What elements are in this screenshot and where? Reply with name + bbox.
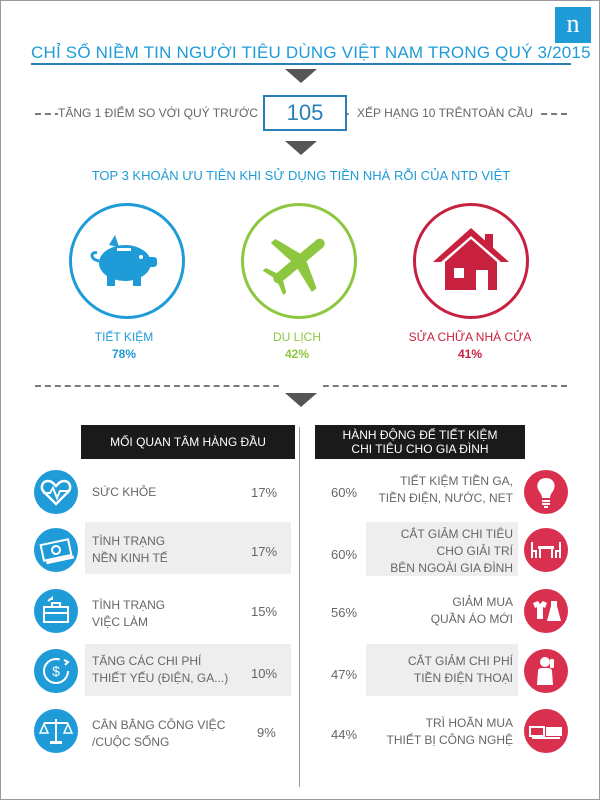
action-label xyxy=(361,594,513,628)
action-icon-utilities xyxy=(524,470,568,514)
light-bulb-icon xyxy=(524,470,568,514)
action-label xyxy=(361,653,513,687)
concern-label xyxy=(92,533,168,567)
airplane-icon xyxy=(259,221,339,301)
priority-label-travel: DU LỊCH xyxy=(272,330,321,344)
concern-label-line2: /CUỘC SỐNG xyxy=(92,735,170,749)
action-label xyxy=(361,715,513,749)
title-underline xyxy=(31,63,571,65)
concern-icon-costs xyxy=(34,649,78,693)
down-arrow-icon xyxy=(285,69,317,83)
concern-value: 15% xyxy=(251,604,278,619)
concern-value: 17% xyxy=(251,485,278,500)
action-value: 47% xyxy=(331,667,358,682)
column-divider xyxy=(299,427,300,787)
actions-heading xyxy=(315,425,525,459)
house-icon xyxy=(431,224,511,294)
concern-label-line1: CÂN BẰNG CÔNG VIỆC xyxy=(92,718,226,732)
concern-value: 17% xyxy=(251,544,278,559)
priorities-heading: TOP 3 KHOẢN ƯU TIÊN KHI SỬ DỤNG TIỀN NHÀ RỖI CỦA NTD VIỆT xyxy=(91,168,511,183)
briefcase-icon xyxy=(34,589,78,633)
down-arrow-icon xyxy=(285,141,317,155)
concerns-heading: MỐI QUAN TÂM HÀNG ĐẦU xyxy=(81,425,295,459)
phone-call-icon xyxy=(524,649,568,693)
concern-icon-jobs xyxy=(34,589,78,633)
electronics-icon xyxy=(524,709,568,753)
priority-label-home: SỬA CHỮA NHÀ CỬA xyxy=(408,330,532,344)
action-label-line2: THIẾT BỊ CÔNG NGHỆ xyxy=(386,733,513,747)
nielsen-logo: n xyxy=(555,7,591,43)
action-icon-phone xyxy=(524,649,568,693)
action-label-line1: GIẢM MUA xyxy=(452,595,513,609)
travel-circle xyxy=(241,203,357,319)
concern-label-line2: NỀN KINH TẾ xyxy=(92,551,168,565)
balance-scale-icon xyxy=(34,709,78,753)
action-value: 56% xyxy=(331,605,358,620)
concern-label-line1: TÌNH TRẠNG xyxy=(92,534,166,548)
index-change-text: TĂNG 1 ĐIỂM SO VỚI QUÝ TRƯỚC xyxy=(58,106,264,120)
action-label-line1: CẮT GIẢM CHI PHÍ xyxy=(407,654,513,668)
concern-label xyxy=(92,717,225,751)
priority-percent-travel: 42% xyxy=(284,347,310,361)
concern-label-line2: VIỆC LÀM xyxy=(92,615,149,629)
priority-percent-home: 41% xyxy=(457,347,483,361)
actions-heading-line2: CHI TIÊU CHO GIA ĐÌNH xyxy=(351,442,489,456)
money-icon xyxy=(34,528,78,572)
concern-label-line1: TĂNG CÁC CHI PHÍ xyxy=(92,654,202,668)
savings-circle xyxy=(69,203,185,319)
index-rank-text: XẾP HẠNG 10 TRÊNTOÀN CẦU xyxy=(351,106,539,120)
concern-icon-balance xyxy=(34,709,78,753)
dining-table-icon xyxy=(524,528,568,572)
priority-label-savings: TIẾT KIỆM xyxy=(94,330,154,344)
page-title: CHỈ SỐ NIỀM TIN NGƯỜI TIÊU DÙNG VIỆT NAM TRONG QUÝ 3/2015 xyxy=(31,43,591,62)
action-label-line2: CHO GIẢI TRÍ xyxy=(436,544,513,558)
action-value: 60% xyxy=(331,547,358,562)
concern-label xyxy=(92,653,228,687)
concern-label-line2: THIẾT YẾU (ĐIỆN, GA...) xyxy=(92,671,229,685)
priority-percent-savings: 78% xyxy=(111,347,137,361)
concern-icon-health xyxy=(34,470,78,514)
action-label-line1: TIẾT KIỆM TIỀN GA, xyxy=(400,474,513,488)
action-label-line2: QUẦN ÁO MỚI xyxy=(430,612,513,626)
down-arrow-icon xyxy=(285,393,317,407)
dollar-cycle-icon xyxy=(34,649,78,693)
concern-value: 10% xyxy=(251,666,278,681)
svg-text:$: $ xyxy=(52,663,60,679)
action-label-line3: BÊN NGOÀI GIA ĐÌNH xyxy=(390,561,513,575)
action-icon-entertainment xyxy=(524,528,568,572)
clothes-icon xyxy=(524,589,568,633)
concern-label: SỨC KHỎE xyxy=(92,485,157,499)
action-icon-tech xyxy=(524,709,568,753)
piggy-bank-icon xyxy=(87,231,167,291)
concern-value: 9% xyxy=(257,725,276,740)
action-label-line1: TRÌ HOÃN MUA xyxy=(425,716,513,730)
action-label-line2: TIỀN ĐIỆN THOẠI xyxy=(413,671,513,685)
heart-pulse-icon xyxy=(34,470,78,514)
concern-label-line1: TÌNH TRẠNG xyxy=(92,598,166,612)
action-label-line2: TIỀN ĐIỆN, NƯỚC, NET xyxy=(378,491,513,505)
action-label xyxy=(361,473,513,507)
action-icon-clothes xyxy=(524,589,568,633)
action-value: 44% xyxy=(331,727,358,742)
action-label-line1: CẮT GIẢM CHI TIÊU xyxy=(400,527,513,541)
action-label xyxy=(361,526,513,577)
actions-heading-line1: HÀNH ĐỘNG ĐỂ TIẾT KIỆM xyxy=(342,428,498,442)
action-value: 60% xyxy=(331,485,358,500)
concern-icon-economy xyxy=(34,528,78,572)
concern-label xyxy=(92,597,165,631)
index-value: 105 xyxy=(263,95,347,131)
home-repair-circle xyxy=(413,203,529,319)
